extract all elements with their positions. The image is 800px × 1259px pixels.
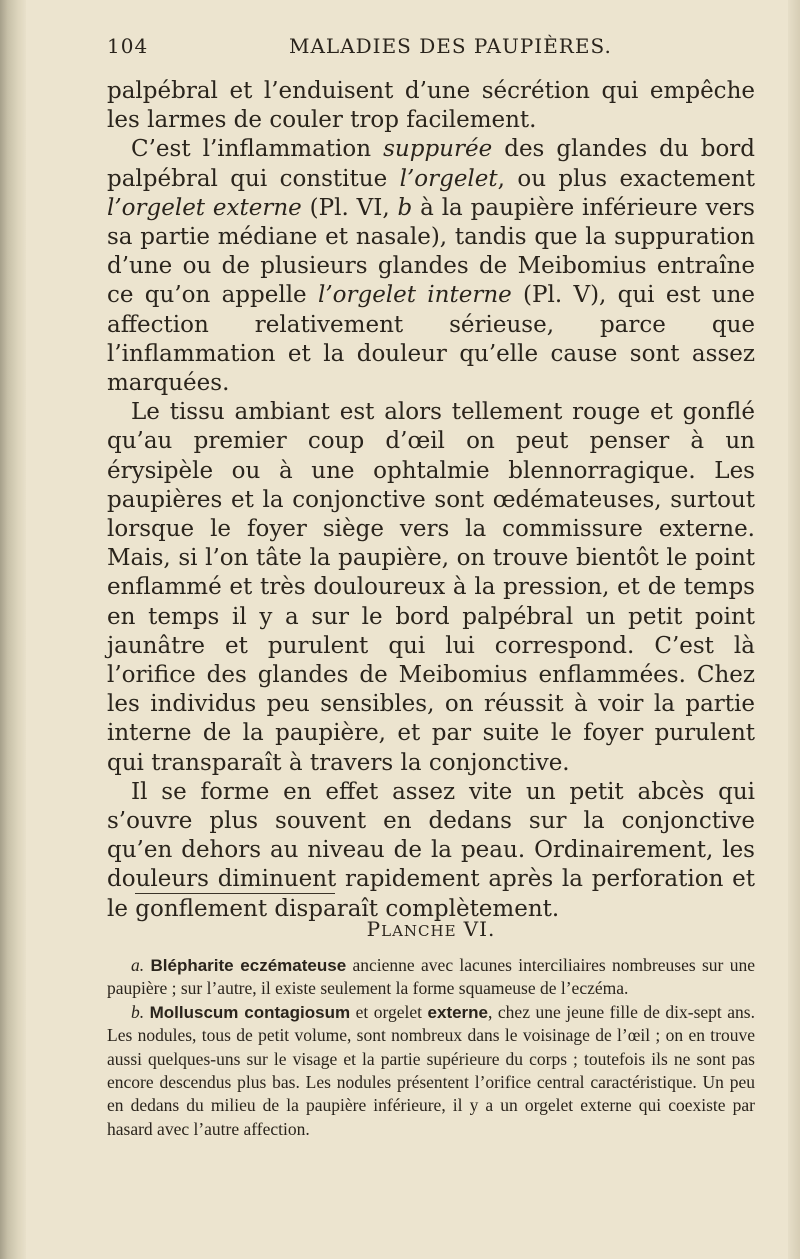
text-segment: palpébral et l’enduisent d’une sécrétion qui empêche les larmes de couler trop facilement. [107,78,755,134]
page-right-edge [788,0,800,1259]
text-segment: à la paupière inférieure vers sa partie médiane et nasale), tandis que la suppuration d’une ou de plusieurs glandes de Meibomius entraîne ce qu’on appelle [107,194,755,309]
paragraph-3 [107,398,755,778]
caption-text: , chez une jeune fille de dix-sept ans. Les nodules, tous de petit volume, sont nombreux dans le voisinage de l’œil ; on en trouve aussi quelques-uns sur le visage et la partie supérieure du corps ; toutefois ils ne sont pas encore descendus plus bas. Les nodules présentent l’orifice central caractéristique. Un peu en dedans du milieu de la paupière inférieure, il y a un orgelet externe qui coexiste par hasard avec l’autre affection. [107,1001,755,1139]
italic-term: l’orgelet externe [107,194,302,221]
plate-heading [107,917,755,941]
italic-term: l’orgelet interne [317,282,512,309]
caption-text: ancienne avec lacunes interciliaires nombreuses sur une paupière ; sur l’autre, il existe seulement la forme squameuse de l’eczéma. [107,955,756,999]
caption-text: et orgelet [350,1001,428,1022]
page-number: 104 [107,34,149,58]
paragraph-2 [107,135,755,398]
caption-title: Molluscum contagiosum [149,1002,351,1022]
running-title: MALADIES DES PAUPIÈRES. [289,34,612,58]
caption-title: Blépharite eczémateuse [150,956,347,975]
text-segment: , ou plus exactement [497,165,755,192]
section-divider [135,893,335,894]
plate-captions [107,954,755,1141]
plate-heading-rest: LANCHE [381,922,457,940]
text-segment: des glandes du bord palpébral qui constitue [107,136,756,192]
running-head [107,34,755,60]
plate-heading-numeral: VI. [463,917,496,941]
paragraph-1 [107,77,755,135]
text-segment: C’est l’inflammation [131,136,384,163]
text-segment: Le tissu ambiant est alors tellement rouge et gonflé qu’au premier coup d’œil on peut penser à un érysipèle ou à une ophtalmie blennorragique. Les paupières et la conjonctive sont œdémateuses, surtout lorsque le foyer siège vers la commissure externe. Mais, si l’on tâte la paupière, on trouve bientôt le point enflammé et très douloureux à la pression, et de temps en temps il y a sur le bord palpébral un petit point jaunâtre et purulent qui lui correspond. C’est là l’orifice des glandes de Meibomius enflammées. Chez les individus peu sensibles, on réussit à voir la partie interne de la paupière, et par suite le foyer purulent qui transparaît à travers la conjonctive. [107,399,755,776]
italic-term: b [397,194,413,221]
plate-heading-initial: P [366,917,382,941]
caption-b [107,1001,755,1141]
caption-key: b. [131,1001,145,1022]
caption-title: externe [427,1002,489,1022]
italic-term: l’orgelet [399,165,498,192]
italic-term: suppurée [383,136,493,163]
book-spine-edge [0,0,26,1259]
text-segment: (Pl. V), qui est une affection relativement sérieuse, parce que l’inflammation et la douleur qu’elle cause sont assez marquées. [107,282,756,397]
paragraph-4 [107,778,755,924]
text-segment: Il se forme en effet assez vite un petit abcès qui s’ouvre plus souvent en dedans sur la conjonctive qu’en dehors au niveau de la peau. Ordinairement, les douleurs diminuent rapidement après la perforation et le gonflement disparaît complètement. [107,778,755,922]
caption-key: a. [131,955,145,975]
text-segment: (Pl. VI, [301,194,398,221]
caption-a [107,954,755,1001]
body-text [107,77,755,924]
